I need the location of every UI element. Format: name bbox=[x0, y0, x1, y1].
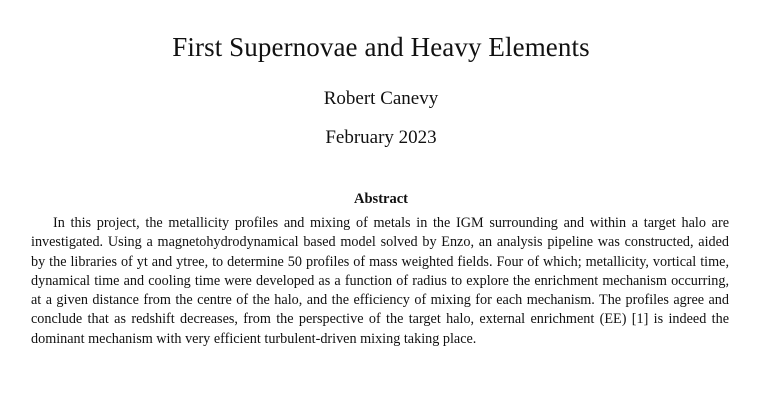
paper-author: Robert Canevy bbox=[323, 88, 439, 109]
abstract-body: In this project, the metallicity profiles and mixing of metals in the IGM surrounding and within a target halo are investigated. Using a magnetohydrodynamical based model solved by Enzo, an analysis pipeline was constructed, aided by the libraries of yt and ytree, to determine 50 profiles of mass weighted fields. Four of which; metallicity, vortical time, dynamical time and cooling time were developed as a function of radius to explore the enrichment mechanism occurring, at a given distance from the centre of the halo, and the efficiency of mixing for each mechanism. The profiles agree and conclude that as redshift decreases, from the perspective of the target halo, external enrichment (EE) [1] is indeed the dominant mechanism with very efficient turbulent-driven mixing taking place. bbox=[31, 215, 729, 347]
paper-date: February 2023 bbox=[325, 127, 437, 148]
paper-title: First Supernovae and Heavy Elements bbox=[172, 32, 590, 62]
abstract-heading: Abstract bbox=[354, 191, 408, 207]
